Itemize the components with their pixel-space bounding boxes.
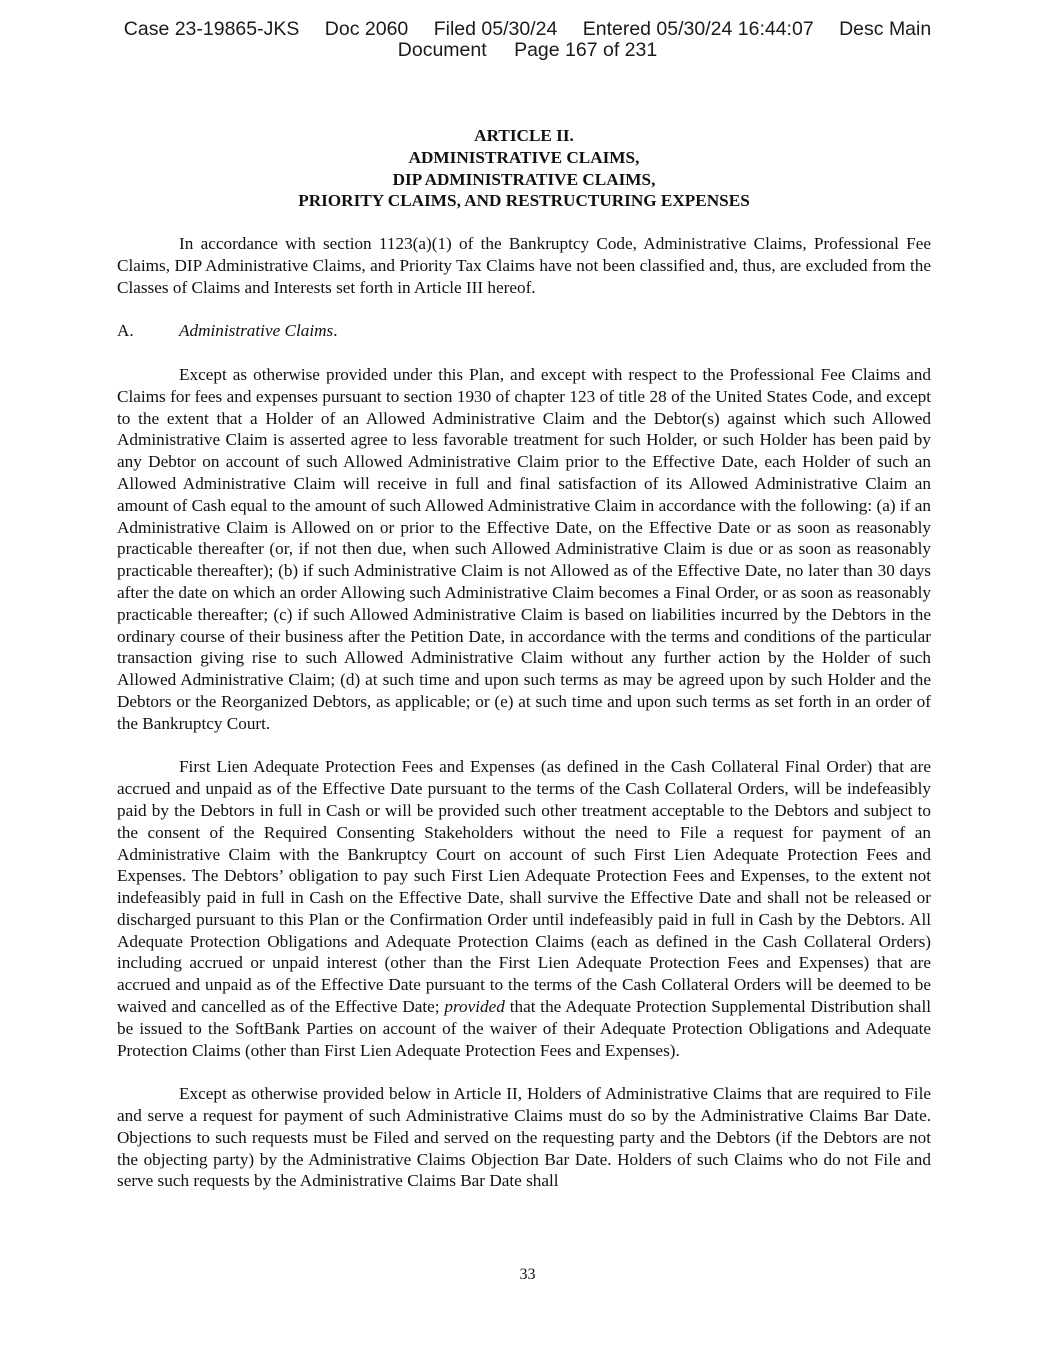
filing-header-line-1: [0, 19, 1055, 40]
case-number: Case 23-19865-JKS: [123, 18, 300, 40]
page-number: 33: [519, 1266, 536, 1283]
adequate-protection-paragraph: [117, 756, 931, 1061]
document-label: Document: [397, 39, 487, 61]
section-number: A.: [117, 321, 134, 341]
court-filing-header: [0, 19, 1055, 61]
desc-main: Desc Main: [839, 18, 932, 40]
paragraph-text: First Lien Adequate Protection Fees and Expenses (as defined in the Cash Collateral Final Order) that are accrued and unpaid as of the Effective Date pursuant to the terms of the Cash Collateral Orders, will be indefeasibly paid by the Debtors in full in Cash or will be provided such other treatment acceptable to the Debtors and subject to the consent of the Required Consenting Stakeholders without the need to File a request for payment of an Administrative Claim with the Bankruptcy Court on account of such First Lien Adequate Protection Fees and Expenses. The Debtors’ obligation to pay such First Lien Adequate Protection Fees and Expenses, to the extent not indefeasibly paid in full in Cash on the Effective Date, shall survive the Effective Date and shall not be released or discharged pursuant to this Plan or the Confirmation Order until indefeasibly paid in full in Cash by the Debtors. All Adequate Protection Obligations and Adequate Protection Claims (each as defined in the Cash Collateral Orders) including accrued or unpaid interest (other than the First Lien Adequate Protection Fees and Expenses) that are accrued and unpaid as of the Effective Date pursuant to the terms of the Cash Collateral Orders will be deemed to be waived and cancelled as of the Effective Date;: [117, 757, 931, 1017]
filed-date: Filed 05/30/24: [433, 18, 558, 40]
section-title: Administrative Claims: [179, 321, 334, 341]
doc-number: Doc 2060: [324, 18, 409, 40]
article-title-line-1: ADMINISTRATIVE CLAIMS,: [408, 147, 640, 167]
bar-date-paragraph: Except as otherwise provided below in Article II, Holders of Administrative Claims that are required to File and serve a request for payment of such Administrative Claims must do so by the Administrative Claims Bar Date. Objections to such requests must be Filed and served on the requesting party and the Debtors (if the Debtors are not the objecting party) by the Administrative Claims Objection Bar Date. Holders of such Claims who do not File and serve such requests by the Administrative Claims Bar Date shall: [117, 1084, 931, 1191]
section-title-period: .: [333, 321, 338, 341]
emphasis-provided: provided: [444, 997, 505, 1017]
article-title-line-3: PRIORITY CLAIMS, AND RESTRUCTURING EXPENSES: [298, 191, 750, 211]
section-a-heading: [117, 320, 931, 342]
article-number: ARTICLE II.: [474, 126, 574, 145]
article-title-line-2: DIP ADMINISTRATIVE CLAIMS,: [392, 169, 656, 189]
article-heading: [117, 125, 931, 212]
page-of-total: Page 167 of 231: [514, 39, 658, 61]
intro-paragraph: In accordance with section 1123(a)(1) of the Bankruptcy Code, Administrative Claims, Professional Fee Claims, DIP Administrative Claims, and Priority Tax Claims have not been classified and, thus, are excluded from the Classes of Claims and Interests set forth in Article III hereof.: [117, 234, 931, 297]
administrative-claims-paragraph: Except as otherwise provided under this Plan, and except with respect to the Professional Fee Claims and Claims for fees and expenses pursuant to section 1930 of chapter 123 of title 28 of the United States Code, and except to the extent that a Holder of an Allowed Administrative Claim and the Debtor(s) against which such Allowed Administrative Claim is asserted agree to less favorable treatment for such Holder, or such Holder has been paid by any Debtor on account of such Allowed Administrative Claim prior to the Effective Date, each Holder of such an Allowed Administrative Claim will receive in full and final satisfaction of its Allowed Administrative Claim an amount of Cash equal to the amount of such Allowed Administrative Claim in accordance with the following: (a) if an Administrative Claim is Allowed on or prior to the Effective Date, on the Effective Date or as soon as reasonably practicable thereafter (or, if not then due, when such Allowed Administrative Claim is due or as soon as reasonably practicable thereafter); (b) if such Administrative Claim is not Allowed as of the Effective Date, no later than 30 days after the date on which an order Allowing such Administrative Claim becomes a Final Order, or as soon as reasonably practicable thereafter; (c) if such Allowed Administrative Claim is based on liabilities incurred by the Debtors in the ordinary course of their business after the Petition Date, in accordance with the terms and conditions of the particular transaction giving rise to such Allowed Administrative Claim without any further action by the Holder of such Allowed Administrative Claim; (d) at such time and upon such terms as may be agreed upon by such Holder and the Debtors or the Reorganized Debtors, as applicable; or (e) at such time and upon such terms as set forth in an order of the Bankruptcy Court.: [117, 364, 931, 733]
paragraph-text-continued: that the Adequate Protection Supplemental Distribution shall be issued to the SoftBank Parties on account of the waiver of their Adequate Protection Obligations and Adequate Protection Claims (other than First Lien Adequate Protection Fees and Expenses).: [117, 997, 931, 1060]
filing-header-line-2: [0, 40, 1055, 61]
entered-date: Entered 05/30/24 16:44:07: [582, 18, 814, 40]
document-body: [117, 125, 931, 1214]
